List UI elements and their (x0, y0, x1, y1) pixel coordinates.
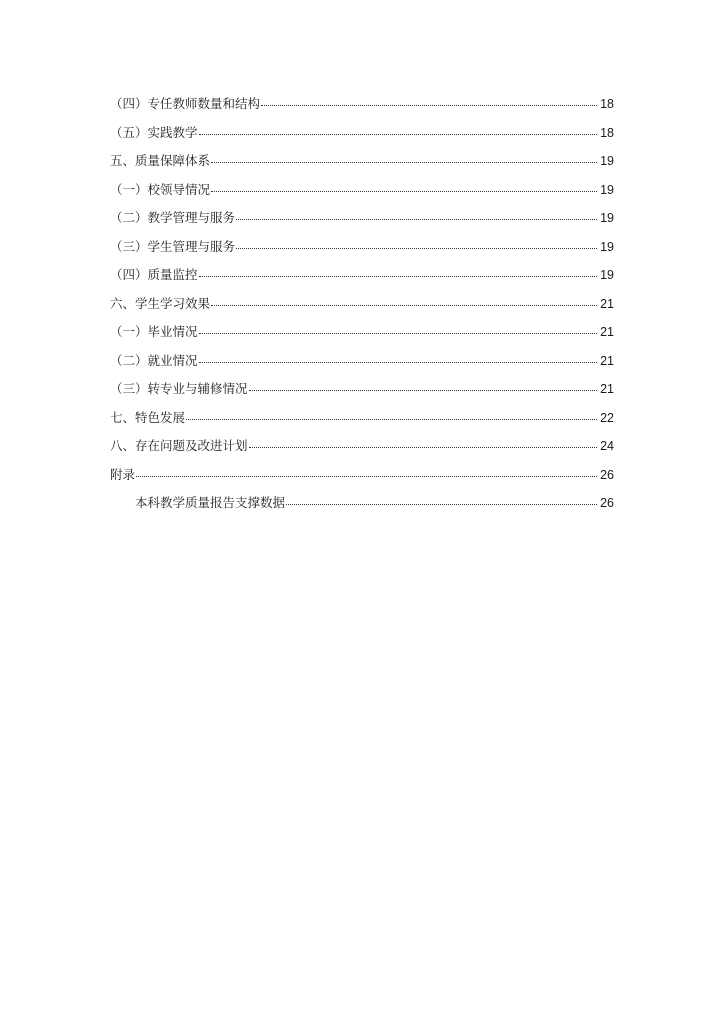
toc-entry-title: （四）专任教师数量和结构 (110, 96, 261, 111)
toc-dot-leader (199, 275, 598, 277)
toc-entry-student-management[interactable] (110, 233, 614, 262)
toc-page-number: 19 (600, 239, 614, 254)
toc-entry-title: 五、质量保障体系 (110, 153, 211, 168)
toc-entry-title: 七、特色发展 (110, 409, 186, 425)
toc-page-number: 24 (600, 439, 614, 453)
toc-entry-title: （二）教学管理与服务 (110, 210, 236, 225)
toc-page-number: 26 (600, 467, 614, 482)
toc-dot-leader (249, 446, 598, 448)
toc-dot-leader (211, 304, 597, 306)
toc-page-number: 19 (600, 211, 614, 225)
toc-dot-leader (199, 332, 598, 334)
toc-page-number: 19 (600, 268, 614, 282)
toc-dot-leader (261, 104, 597, 106)
toc-dot-leader (211, 161, 597, 163)
toc-entry-major-transfer[interactable] (110, 375, 614, 404)
toc-page-number: 26 (600, 496, 614, 510)
toc-dot-leader (249, 389, 598, 391)
toc-entry-title: 本科教学质量报告支撑数据 (135, 495, 286, 510)
toc-entry-title: （一）毕业情况 (110, 324, 198, 339)
toc-dot-leader (199, 133, 598, 135)
toc-page-number: 18 (600, 97, 614, 111)
toc-entry-practical-teaching[interactable] (110, 119, 614, 148)
toc-entry-quality-monitoring[interactable] (110, 261, 614, 290)
toc-entry-title: （五）实践教学 (110, 124, 198, 140)
toc-entry-problems-and-plans[interactable] (110, 432, 614, 461)
toc-entry-employment[interactable] (110, 347, 614, 376)
toc-page-number: 18 (600, 125, 614, 140)
toc-entry-title: 八、存在问题及改进计划 (110, 438, 248, 453)
toc-entry-title: 六、学生学习效果 (110, 295, 211, 311)
toc-page-number: 21 (600, 353, 614, 368)
toc-entry-quality-assurance[interactable] (110, 147, 614, 176)
toc-entry-learning-outcomes[interactable] (110, 290, 614, 319)
toc-entry-title: 附录 (110, 466, 136, 482)
toc-dot-leader (286, 503, 597, 505)
toc-dot-leader (199, 361, 598, 363)
toc-page-number: 21 (600, 296, 614, 311)
toc-dot-leader (186, 418, 597, 420)
toc-entry-school-leadership[interactable] (110, 176, 614, 205)
toc-entry-supporting-data[interactable] (110, 489, 614, 518)
table-of-contents (110, 90, 614, 518)
toc-page-number: 19 (600, 154, 614, 168)
toc-entry-title: （三）学生管理与服务 (110, 238, 236, 254)
toc-entry-teaching-management[interactable] (110, 204, 614, 233)
toc-entry-featured-development[interactable] (110, 404, 614, 433)
toc-page-number: 21 (600, 325, 614, 339)
toc-entry-appendix[interactable] (110, 461, 614, 490)
toc-dot-leader (136, 475, 597, 477)
toc-page-number: 19 (600, 182, 614, 197)
toc-entry-title: （三）转专业与辅修情况 (110, 381, 248, 396)
toc-page-number: 22 (600, 410, 614, 425)
toc-entry-title: （四）质量监控 (110, 267, 198, 282)
toc-page-number: 21 (600, 382, 614, 396)
toc-entry-graduation[interactable] (110, 318, 614, 347)
toc-dot-leader (236, 218, 597, 220)
toc-entry-title: （一）校领导情况 (110, 181, 211, 197)
toc-entry-faculty-structure[interactable] (110, 90, 614, 119)
toc-dot-leader (211, 190, 597, 192)
toc-entry-title: （二）就业情况 (110, 352, 198, 368)
toc-dot-leader (236, 247, 597, 249)
